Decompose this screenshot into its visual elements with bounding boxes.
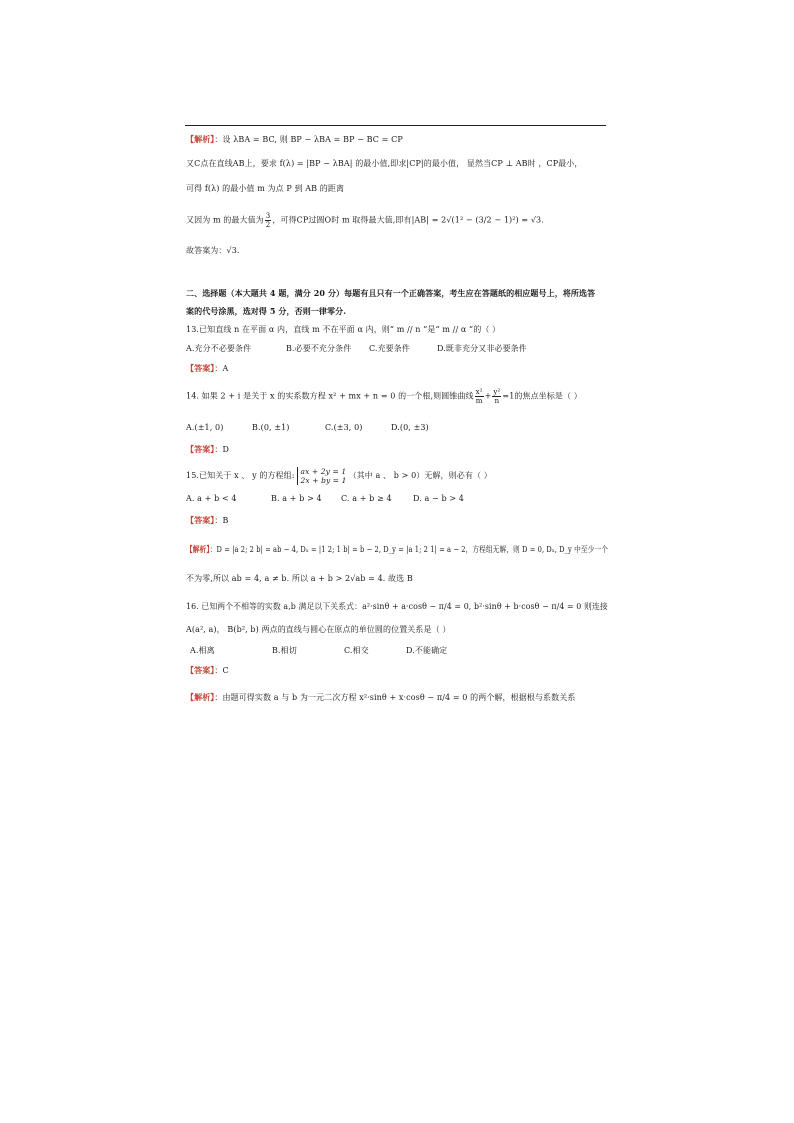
q15-option-d: D. a − b > 4 (413, 494, 464, 503)
q16-options (186, 646, 447, 656)
text: 15.已知关于 x 、 y 的方程组: (186, 471, 295, 480)
q16-option-b: B.相切 (272, 646, 297, 655)
q14-option-b: B.(0, ±1) (252, 423, 290, 432)
answer-value: ：C (214, 666, 229, 675)
fraction-denominator: 2 (265, 221, 271, 229)
q16-stem-line-1: 16. 已知两个不相等的实数 a,b 满足以下关系式：a²·sinθ + a·cosθ − π/4 = 0, b²·sinθ + b·cosθ − π/4 = 0 则连接 (186, 602, 608, 611)
analysis-text: ：由题可得实数 a 与 b 为一元二次方程 x²·sinθ + x·cosθ − π/4 = 0 的两个解，根据根与系数关系 (214, 693, 576, 702)
fraction-denominator: n (494, 397, 500, 405)
q16-answer (186, 665, 229, 676)
q13-option-b: B.必要不充分条件 (286, 344, 352, 353)
prev-analysis-line-1 (186, 134, 403, 145)
answer-value: ：B (214, 516, 229, 525)
q16-option-c: C.相交 (344, 646, 369, 655)
prev-analysis-line-5: 故答案为：√3. (186, 246, 240, 255)
text: 又因为 m 的最大值为 (186, 215, 264, 225)
fraction-numerator: y² (493, 388, 501, 396)
section-heading-line-2: 案的代号涂黑，选对得 5 分，否则一律零分. (186, 306, 347, 316)
fraction (265, 212, 272, 229)
q13-options (186, 344, 527, 354)
fraction-denominator: m (475, 397, 483, 405)
text: 14. 如果 2 + i 是关于 x 的实系数方程 x² + mx + n = 0 的一个根,则圆锥曲线 (186, 391, 474, 401)
answer-tag: 【答案】 (186, 665, 215, 675)
prev-analysis-line-3: 可得 f(λ) 的最小值 m 为点 P 到 AB 的距离 (186, 184, 345, 193)
q14-answer (186, 444, 229, 455)
text: （其中 a 、 b > 0）无解，则必有（ ） (348, 471, 492, 480)
equation-1: ax + 2y = 1 (300, 467, 347, 476)
q14-option-c: C.(±3, 0) (325, 423, 363, 432)
q13-stem: 13.已知直线 n 在平面 α 内，直线 m 不在平面 α 内，则“ m // n ”是“ m // α ”的（ ） (186, 325, 501, 334)
analysis-text: ：D = |a 2; 2 b| = ab − 4, Dₓ = |1 2; 1 b| = b − 2, D_y = |a 1; 2 1| = a − 2，方程组无解，则 D = 0, Dₓ, D_y 中至少一个 (209, 545, 609, 554)
q14-options (186, 423, 429, 433)
analysis-text: ：设 λBA = BC, 则 BP − λBA = BP − BC = CP (214, 135, 403, 144)
q16-option-a: A.相离 (190, 646, 215, 655)
q13-option-c: C.充要条件 (369, 344, 410, 353)
equation-system (297, 467, 347, 485)
answer-value: ：D (214, 445, 230, 454)
plus-sign: + (484, 391, 492, 401)
fraction-y (492, 388, 501, 405)
q14-stem (186, 388, 582, 405)
answer-tag: 【答案】 (186, 363, 215, 373)
q15-options (186, 494, 464, 504)
q16-stem-line-2: A(a², a)， B(b², b) 两点的直线与圆心在原点的单位圆的位置关系是（ ） (186, 625, 451, 634)
q15-option-a: A. a + b < 4 (186, 494, 237, 503)
analysis-tag: 【解析】 (186, 544, 210, 554)
fraction-x (475, 388, 484, 405)
fraction-numerator: 3 (265, 212, 271, 220)
q15-option-b: B. a + b > 4 (271, 494, 322, 503)
top-rule (185, 125, 606, 126)
analysis-tag: 【解析】 (186, 134, 215, 144)
answer-tag: 【答案】 (186, 515, 215, 525)
q14-option-a: A.(±1, 0) (186, 423, 224, 432)
q15-answer (186, 515, 229, 526)
q16-analysis-line-1 (186, 692, 575, 703)
q13-option-d: D.既非充分又非必要条件 (437, 344, 527, 353)
answer-value: ：A (214, 364, 229, 373)
q15-stem (186, 467, 492, 485)
q15-analysis-line-1 (186, 544, 608, 555)
q15-analysis-line-2: 不为零,所以 ab = 4, a ≠ b. 所以 a + b > 2√ab = 4. 故选 B (186, 574, 413, 583)
analysis-tag: 【解析】 (186, 692, 215, 702)
section-heading-line-1: 二、选择题（本大题共 4 题，满分 20 分）每题有且只有一个正确答案，考生应在答题纸的相应题号上，将所选答 (186, 288, 596, 298)
equation-2: 2x + by = 1 (300, 476, 347, 485)
prev-analysis-line-2: 又C点在直线AB上，要求 f(λ) = |BP − λBA| 的最小值,即求|CP|的最小值， 显然当CP ⊥ AB时 ，CP最小， (186, 159, 583, 168)
q13-option-a: A.充分不必要条件 (186, 344, 252, 353)
q15-option-c: C. a + b ≥ 4 (341, 494, 392, 503)
fraction-numerator: x² (475, 388, 483, 396)
text: =1的焦点坐标是（ ） (502, 391, 582, 401)
prev-analysis-line-4 (186, 212, 544, 229)
q14-option-d: D.(0, ±3) (391, 423, 429, 432)
q16-option-d: D.不能确定 (406, 646, 448, 655)
text: ，可得CP过圆O时 m 取得最大值,即有|AB| = 2√(1² − (3/2 − 1)²) = √3. (272, 215, 544, 225)
answer-tag: 【答案】 (186, 444, 215, 454)
q13-answer (186, 363, 228, 374)
